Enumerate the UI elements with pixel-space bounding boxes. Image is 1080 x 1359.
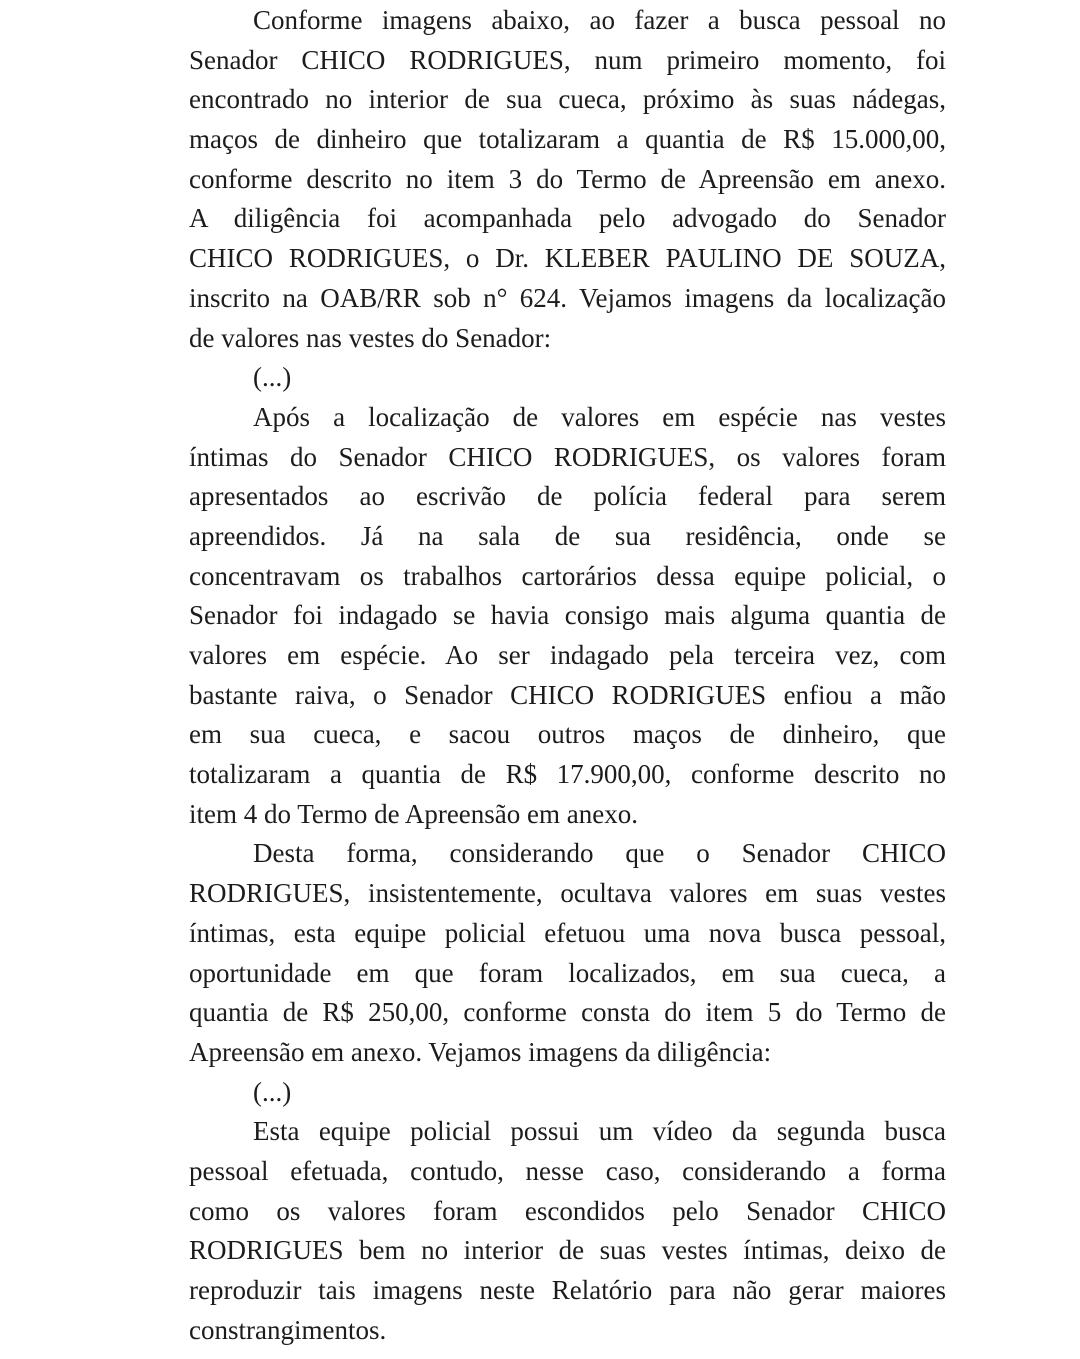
- ellipsis-text: (...): [253, 1076, 292, 1107]
- text-line: pessoal efetuada, contudo, nesse caso, considerando a forma: [189, 1155, 946, 1186]
- text-line: valores em espécie. Ao ser indagado pela terceira vez, com: [189, 640, 946, 670]
- text-line: de valores nas vestes do Senador:: [189, 322, 552, 353]
- text-line: maços de dinheiro que totalizaram a quantia de R$ 15.000,00,: [189, 124, 946, 155]
- text-line: Conforme imagens abaixo, ao fazer a busca pessoal no: [253, 5, 946, 35]
- text-line: apresentados ao escrivão de polícia federal para serem: [189, 481, 946, 512]
- paragraph-first-search: [189, 1, 946, 358]
- omission-marker: [189, 358, 946, 398]
- text-line: A diligência foi acompanhada pelo advogado do Senador: [189, 203, 946, 234]
- text-line: Desta forma, considerando que o Senador CHICO: [253, 838, 946, 869]
- text-line: Senador CHICO RODRIGUES, num primeiro momento, foi: [189, 44, 946, 75]
- text-line: Senador foi indagado se havia consigo mais alguma quantia de: [189, 600, 946, 631]
- text-line: Apreensão em anexo. Vejamos imagens da diligência:: [189, 1036, 772, 1067]
- text-line: bastante raiva, o Senador CHICO RODRIGUES enfiou a mão: [189, 679, 946, 710]
- paragraph-video-note: [189, 1112, 946, 1350]
- text-line: conforme descrito no item 3 do Termo de Apreensão em anexo.: [189, 163, 946, 194]
- paragraph-second-search: [189, 398, 946, 835]
- text-line: quantia de R$ 250,00, conforme consta do item 5 do Termo de: [189, 997, 946, 1028]
- paragraph-third-search: [189, 834, 946, 1072]
- text-line: como os valores foram escondidos pelo Senador CHICO: [189, 1195, 946, 1226]
- text-line: reproduzir tais imagens neste Relatório para não gerar maiores: [189, 1275, 946, 1305]
- document-page: [189, 0, 946, 1350]
- text-line: Após a localização de valores em espécie nas vestes: [253, 401, 946, 432]
- text-line: inscrito na OAB/RR sob n° 624. Vejamos imagens da localização: [189, 282, 946, 313]
- text-line: apreendidos. Já na sala de sua residência, onde se: [189, 520, 946, 551]
- text-line: oportunidade em que foram localizados, em sua cueca, a: [189, 957, 946, 988]
- text-line: Esta equipe policial possui um vídeo da segunda busca: [253, 1116, 946, 1147]
- text-line: item 4 do Termo de Apreensão em anexo.: [189, 798, 638, 829]
- text-line: RODRIGUES bem no interior de suas vestes íntimas, deixo de: [189, 1235, 946, 1266]
- text-line: constrangimentos.: [189, 1314, 387, 1345]
- omission-marker: [189, 1073, 946, 1113]
- text-line: íntimas, esta equipe policial efetuou uma nova busca pessoal,: [189, 917, 946, 948]
- text-line: em sua cueca, e sacou outros maços de dinheiro, que: [189, 719, 946, 750]
- text-line: CHICO RODRIGUES, o Dr. KLEBER PAULINO DE SOUZA,: [189, 243, 946, 274]
- text-line: concentravam os trabalhos cartorários dessa equipe policial, o: [189, 560, 946, 591]
- text-line: encontrado no interior de sua cueca, próximo às suas nádegas,: [189, 84, 946, 115]
- ellipsis-text: (...): [253, 362, 292, 393]
- text-line: íntimas do Senador CHICO RODRIGUES, os valores foram: [189, 441, 946, 472]
- text-line: totalizaram a quantia de R$ 17.900,00, conforme descrito no: [189, 759, 946, 790]
- text-line: RODRIGUES, insistentemente, ocultava valores em suas vestes: [189, 878, 946, 909]
